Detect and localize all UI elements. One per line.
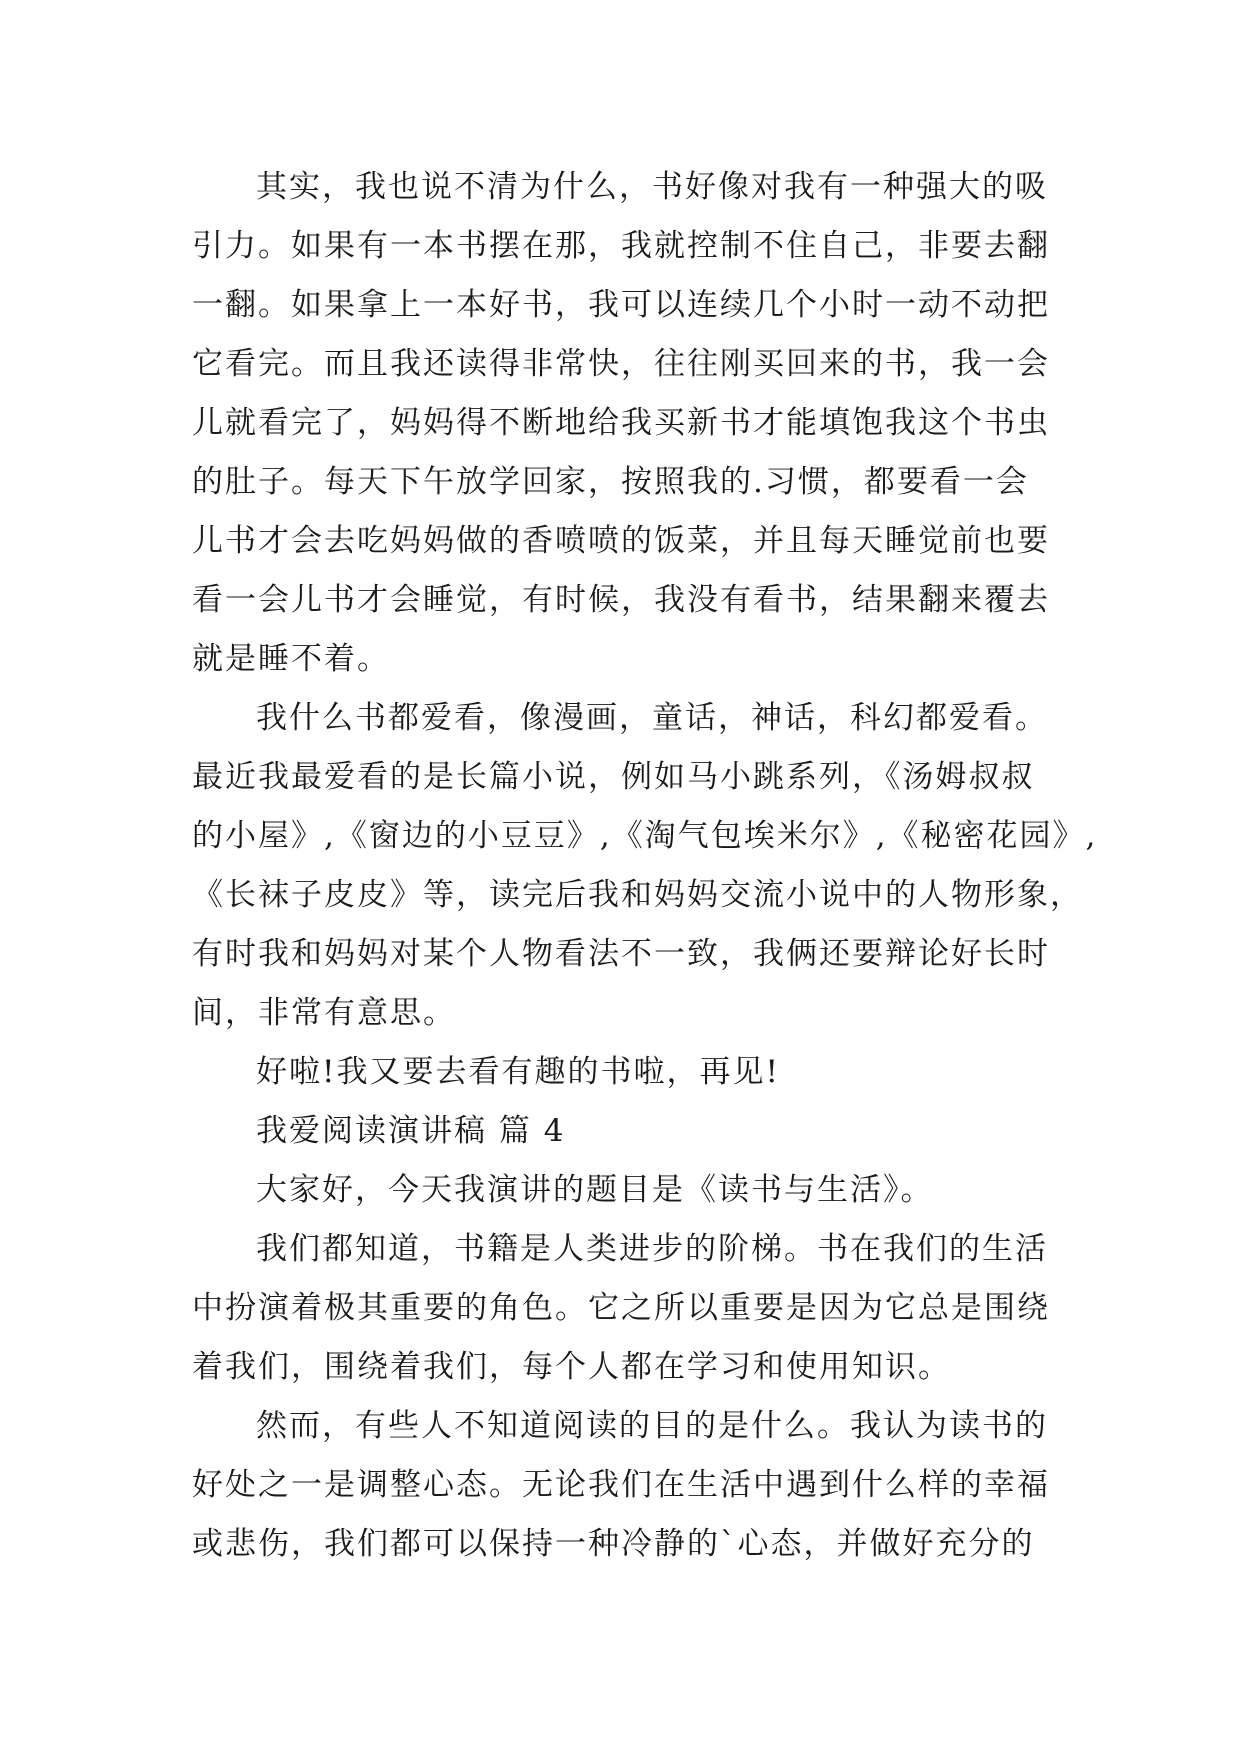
text-line: 一翻。如果拿上一本好书，我可以连续几个小时一动不动把 [192,287,1050,323]
text-line: 我们都知道，书籍是人类进步的阶梯。书在我们的生活 [256,1231,1048,1267]
text-line: 大家好，今天我演讲的题目是《读书与生活》。 [256,1172,934,1208]
text-line: 中扮演着极其重要的角色。它之所以重要是因为它总是围绕 [192,1290,1050,1326]
text-line: 就是睡不着。 [192,641,390,677]
text-line: 我什么书都爱看，像漫画，童话，神话，科幻都爱看。 [256,700,1048,736]
text-line: 的小屋》,《窗边的小豆豆》,《淘气包埃米尔》,《秘密花园》, [192,818,1098,854]
text-line: 好啦!我又要去看有趣的书啦，再见! [256,1054,780,1090]
text-line: 有时我和妈妈对某个人物看法不一致，我俩还要辩论好长时 [192,936,1050,972]
text-line: 它看完。而且我还读得非常快，往往刚买回来的书，我一会 [192,346,1050,382]
text-line: 看一会儿书才会睡觉，有时候，我没有看书，结果翻来覆去 [192,582,1050,618]
text-line: 儿就看完了，妈妈得不断地给我买新书才能填饱我这个书虫 [192,405,1050,441]
text-line: 儿书才会去吃妈妈做的香喷喷的饭菜，并且每天睡觉前也要 [192,523,1050,559]
text-line: 或悲伤，我们都可以保持一种冷静的`心态，并做好充分的 [192,1526,1035,1562]
text-line: 的肚子。每天下午放学回家，按照我的.习惯，都要看一会 [192,464,1029,500]
text-line: 我爱阅读演讲稿 篇 4 [256,1113,566,1149]
text-line: 《长袜子皮皮》等，读完后我和妈妈交流小说中的人物形象， [192,877,1083,913]
document-body [192,158,1098,1574]
text-line: 其实，我也说不清为什么，书好像对我有一种强大的吸 [256,169,1048,205]
text-line: 引力。如果有一本书摆在那，我就控制不住自己，非要去翻 [192,228,1050,264]
text-line: 间，非常有意思。 [192,995,456,1031]
text-line: 然而，有些人不知道阅读的目的是什么。我认为读书的 [256,1408,1048,1444]
text-line: 好处之一是调整心态。无论我们在生活中遇到什么样的幸福 [192,1467,1050,1503]
text-line: 着我们，围绕着我们，每个人都在学习和使用知识。 [192,1349,951,1385]
text-line: 最近我最爱看的是长篇小说，例如马小跳系列，《汤姆叔叔 [192,759,1035,795]
